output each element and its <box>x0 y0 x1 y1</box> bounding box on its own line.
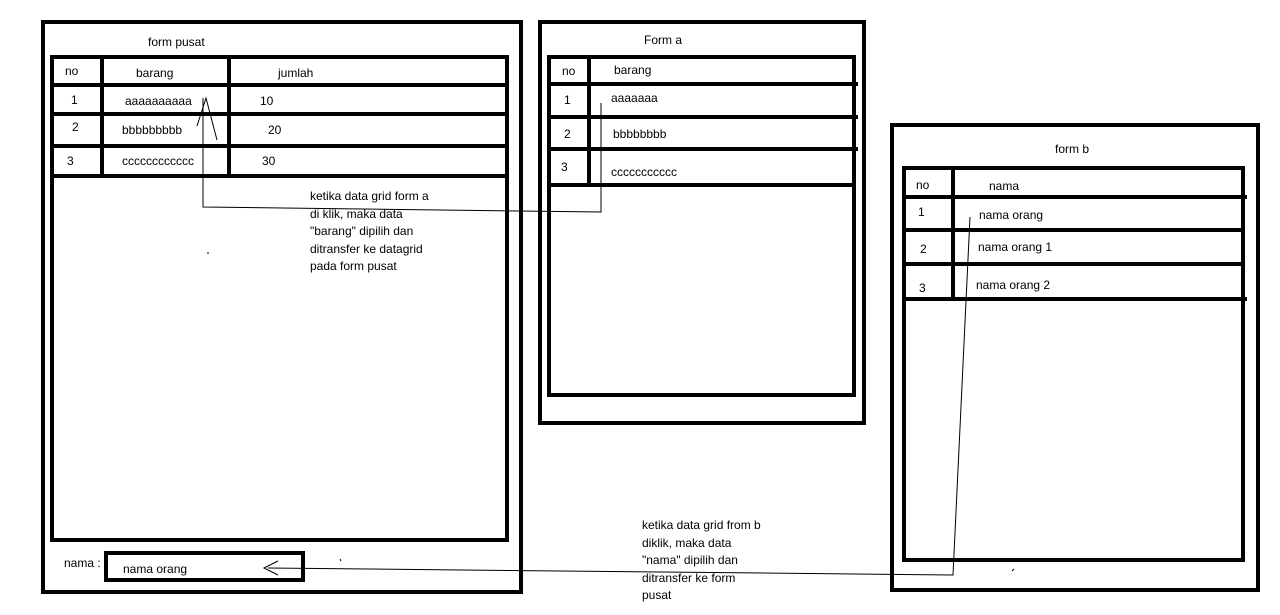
note-line: ketika data grid from b <box>642 518 761 532</box>
column-header-barang[interactable]: barang <box>614 63 652 77</box>
grid-row-separator <box>547 147 858 151</box>
row-2-no[interactable]: 2 <box>920 242 927 256</box>
row-1-barang[interactable]: aaaaaaa <box>611 91 658 105</box>
row-1-no[interactable]: 1 <box>918 205 925 219</box>
note-line: di klik, maka data <box>310 206 403 221</box>
row-1-jumlah[interactable]: 10 <box>260 94 274 108</box>
form-a-title: Form a <box>644 33 683 47</box>
row-3-no[interactable]: 3 <box>561 160 568 174</box>
row-2-barang[interactable]: bbbbbbbbb <box>122 123 183 137</box>
annotation-form-a <box>310 188 460 276</box>
row-1-barang[interactable]: aaaaaaaaaa <box>125 94 192 108</box>
row-2-barang[interactable]: bbbbbbbb <box>613 127 667 141</box>
row-2-jumlah[interactable]: 20 <box>268 123 282 137</box>
grid-column-separator <box>227 55 231 178</box>
column-header-jumlah[interactable]: jumlah <box>278 66 314 80</box>
note-line: "nama" dipilih dan <box>642 553 738 567</box>
column-header-no[interactable]: no <box>562 64 576 78</box>
row-2-no[interactable]: 2 <box>72 120 79 134</box>
note-line: pusat <box>642 588 672 602</box>
grid-column-separator <box>100 55 104 178</box>
row-3-no[interactable]: 3 <box>67 154 74 168</box>
grid-column-separator <box>587 55 591 185</box>
nama-field-value: nama orang <box>123 562 188 576</box>
row-1-no[interactable]: 1 <box>71 93 78 107</box>
grid-row-separator <box>50 83 509 87</box>
note-line: ditransfer ke form <box>642 570 736 585</box>
grid-column-separator <box>951 166 955 301</box>
row-3-barang[interactable]: cccccccccccc <box>122 154 194 168</box>
column-header-no[interactable]: no <box>65 64 79 78</box>
row-2-no[interactable]: 2 <box>564 127 571 141</box>
grid-row-separator <box>50 174 509 178</box>
note-line: ditransfer ke datagrid <box>310 241 423 256</box>
row-1-nama[interactable]: nama orang <box>979 208 1044 222</box>
note-line: ketika data grid form a <box>310 189 429 203</box>
annotation-form-b <box>642 517 792 605</box>
grid-row-separator <box>50 144 509 148</box>
form-pusat-title: form pusat <box>148 35 205 49</box>
note-line: diklik, maka data <box>642 535 732 550</box>
grid-row-separator <box>50 112 509 116</box>
column-header-nama[interactable]: nama <box>989 179 1020 193</box>
nama-label: nama : <box>64 556 101 570</box>
row-3-jumlah[interactable]: 30 <box>262 154 276 168</box>
grid-row-separator <box>547 183 856 187</box>
row-3-no[interactable]: 3 <box>919 281 926 295</box>
row-3-barang[interactable]: ccccccccccc <box>611 165 677 179</box>
row-2-nama[interactable]: nama orang 1 <box>978 240 1053 254</box>
note-line: pada form pusat <box>310 259 397 273</box>
column-header-barang[interactable]: barang <box>136 66 174 80</box>
column-header-no[interactable]: no <box>916 178 930 192</box>
form-b-title: form b <box>1055 142 1090 156</box>
row-1-no[interactable]: 1 <box>564 93 571 107</box>
form-a-datagrid[interactable] <box>547 55 856 397</box>
row-3-nama[interactable]: nama orang 2 <box>976 278 1051 292</box>
grid-row-separator <box>547 82 858 86</box>
grid-row-separator <box>547 115 858 119</box>
note-line: "barang" dipilih dan <box>310 224 414 238</box>
